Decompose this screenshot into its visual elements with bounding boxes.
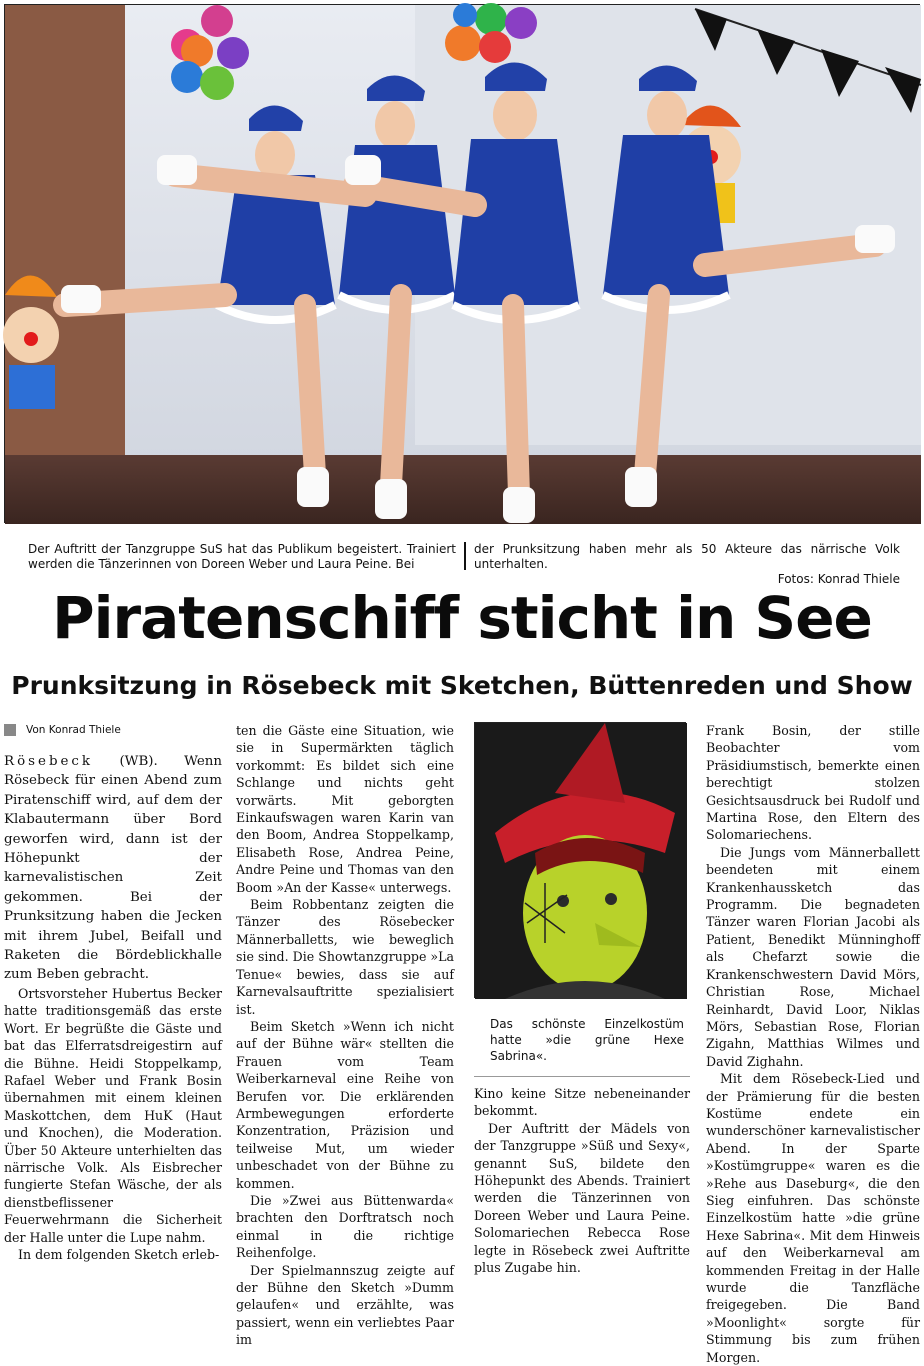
photo-caption-left: Der Auftritt der Tanzgruppe SuS hat das Publikum begeistert. Trainiert werden die Tänzerinnen von Doreen Weber und Laura Peine. Bei bbox=[28, 542, 456, 571]
paragraph: Kino keine Sitze nebeneinander bekommt. bbox=[474, 1086, 690, 1119]
witch-photo bbox=[474, 722, 686, 998]
headline: Piratenschiff sticht in See bbox=[52, 584, 872, 652]
paragraph: Ortsvorsteher Hubertus Becker hatte traditionsgemäß das erste Wort. Er begrüßte die Gäste und bat das Elferratsdreigestirn auf die Bühne. Heidi Stoppelkamp, Rafael Weber und Frank Bosin übernahmen mit einem kleinen Maskottchen, dem HuK (Haut und Knochen), die Moderation. Über 50 Akteure unterhielten das närrische Volk. Als Eisbrecher fungierte Stefan Wäsche, der als dienstbeflissener Feuerwehrmann die Sicherheit der Halle unter die Lupe nahm. bbox=[4, 985, 222, 1245]
paragraph: Frank Bosin, der stille Beobachter vom Präsidiumstisch, bemerkte einen berechtigt stolzen Gesichtsausdruck bei Rudolf und Martina Rose, den Eltern des Solomariechens. bbox=[706, 723, 920, 843]
dateline-place: Rösebeck bbox=[4, 754, 94, 769]
paragraph: Der Spielmannszug zeigte auf der Bühne den Sketch »Dumm gelaufen« und erzählte, was passiert, wenn ein verliebtes Paar im bbox=[236, 1262, 454, 1348]
caption-divider bbox=[464, 542, 466, 570]
subheadline: Prunksitzung in Rösebeck mit Sketchen, Büttenreden und Show bbox=[11, 671, 913, 700]
witch-photo-caption: Das schönste Einzelkostüm hatte »die grüne Hexe Sabrina«. bbox=[474, 998, 690, 1077]
paragraph: Beim Robbentanz zeigten die Tänzer des Rösebecker Männerballetts, wie beweglich sie sind. Die Showtanzgruppe »La Tenue« bewies, dass sie auf Karnevalsauftritte spezialisiert ist. bbox=[236, 897, 454, 1017]
photo-caption-right-text: der Prunksitzung haben mehr als 50 Akteure das närrische Volk unterhalten. bbox=[474, 542, 900, 571]
witch-illustration bbox=[475, 723, 687, 999]
paragraph: Die »Zwei aus Büttenwarda« brachten den Dorftratsch noch einmal in die richtige Reihenfolge. bbox=[236, 1192, 454, 1261]
lead-text: (WB). Wenn Rösebeck für einen Abend zum Piratenschiff wird, auf dem der Klabautermann über Bord geworfen wird, dann ist der Höhepunkt der karnevalistischen Zeit gekommen. Bei der Prunksitzung haben die Jecken mit ihrem Jubel, Beifall und Raketen die Bördeblickhalle zum Beben gebracht. bbox=[4, 754, 222, 983]
paragraph: Der Auftritt der Mädels von der Tanzgruppe »Süß und Sexy«, genannt SuS, bildete den Höhepunkt des Abends. Trainiert werden die Tänzerinnen von Doreen Weber und Laura Peine. Solomariechen Rebecca Rose legte in Rösebeck zwei Auftritte plus Zugabe hin. bbox=[474, 1120, 690, 1276]
byline-square-icon bbox=[4, 724, 16, 736]
lead-paragraph bbox=[4, 752, 222, 985]
byline-text: Von Konrad Thiele bbox=[26, 724, 121, 736]
article-column-3 bbox=[474, 722, 690, 1276]
paragraph: Mit dem Rösebeck-Lied und der Prämierung für die besten Kostüme endete ein wunderschöner karnevalistischer Abend. In der Sparte »Kostümgruppe« waren es die »Rehe aus Daseburg«, die den Sieg einfuhren. Das schönste Einzelkostüm hatte »die grüne Hexe Sabrina«. Mit dem Hinweis auf den Weiberkarneval am kommenden Freitag in der Halle wurde die Tanzfläche freigegeben. Die Band »Moonlight« sorgte für Stimmung bis zum frühen Morgen. bbox=[706, 1071, 920, 1365]
dancers-photo bbox=[4, 4, 920, 523]
photo-credit: Fotos: Konrad Thiele bbox=[777, 572, 900, 586]
paragraph: ten die Gäste eine Situation, wie sie in Supermärkten täglich vorkommt: Es bildet sich eine Schlange und nichts geht vorwärts. Mit geborgten Einkaufswagen waren Karin van den Boom, Andrea Stoppelkamp, Elisabeth Rose, Andrea Peine, Andre Peine und Thomas van den Boom »An der Kasse« unterwegs. bbox=[236, 723, 454, 895]
paragraph: Die Jungs vom Männerballett beendeten mit einem Krankenhaussketch das Programm. Die begnadeten Tänzer waren Florian Jacobi als Patient, Benedikt Münninghoff als Chefarzt sowie die Krankenschwestern David Mörs, Christian Rose, Michael Reinhardt, David Loor, Niklas Mörs, Sebastian Rose, Florian Zigahn, Matthias Wilmes und David Zighahn. bbox=[706, 844, 920, 1069]
article-column-4 bbox=[706, 722, 920, 1366]
paragraph: Beim Sketch »Wenn ich nicht auf der Bühne wär« stellten die Frauen vom Team Weiberkarneval eine Reihe von Berufen vor. Die erklärenden Armbewegungen erforderte Konzentration, Präzision und teilweise Mut, um wieder unbeschadet von der Bühne zu kommen. bbox=[236, 1018, 454, 1191]
byline bbox=[4, 722, 222, 738]
article-column-2 bbox=[236, 722, 454, 1349]
article-column-1 bbox=[4, 722, 222, 1263]
dancers-illustration bbox=[5, 5, 921, 524]
paragraph: In dem folgenden Sketch erleb- bbox=[18, 1246, 220, 1262]
